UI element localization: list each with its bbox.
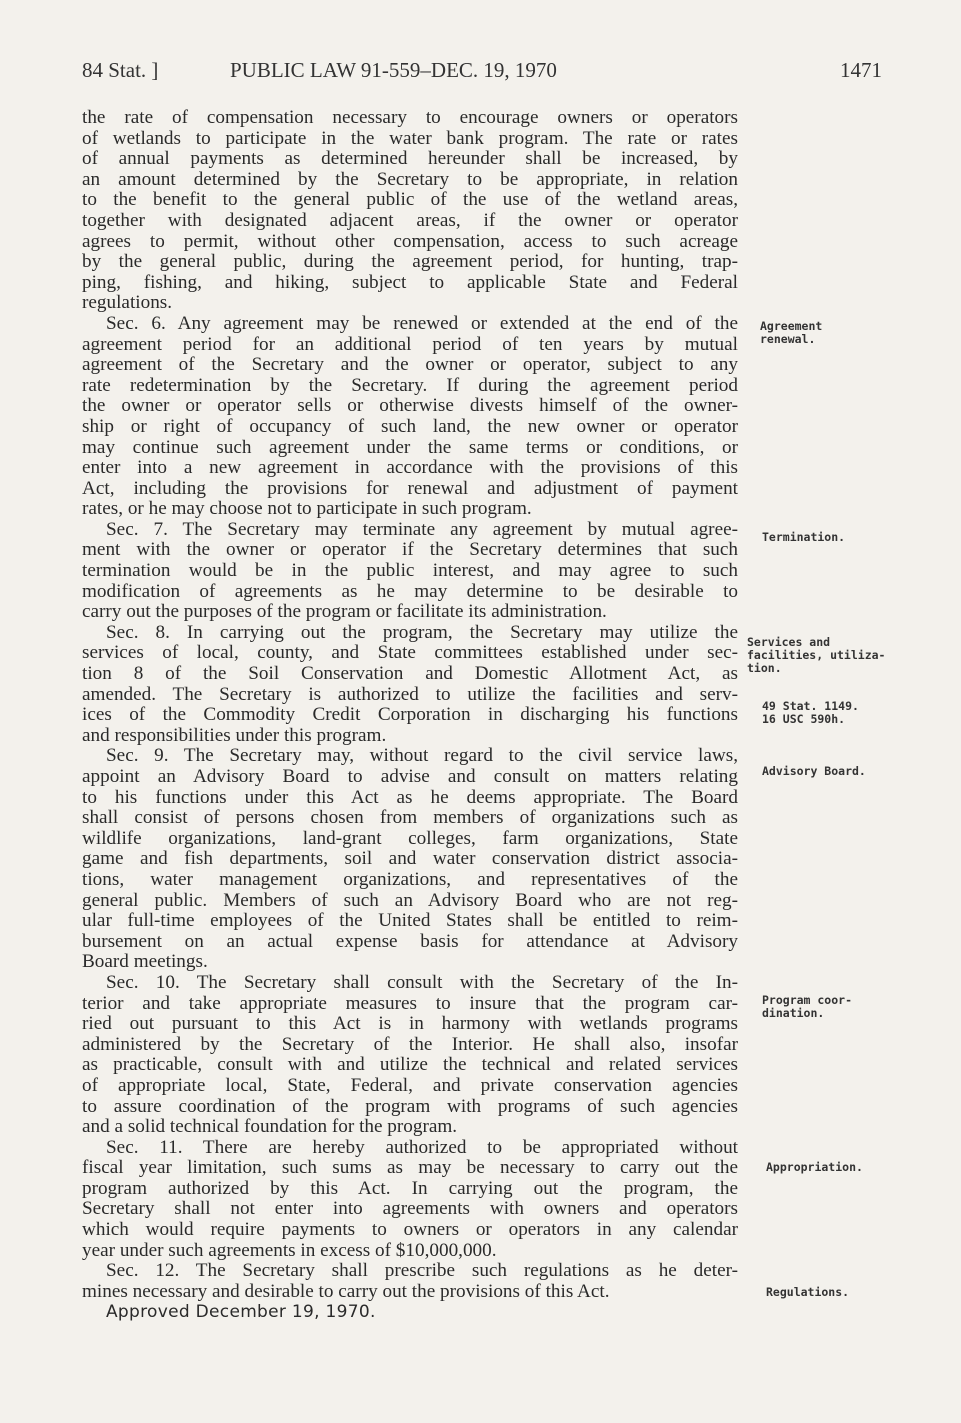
text-line: together with designated adjacent areas, if the owner or operator xyxy=(82,209,738,231)
section-paragraph xyxy=(82,314,738,520)
public-law-title: PUBLIC LAW 91-559–DEC. 19, 1970 xyxy=(230,58,557,82)
text-line: Act, including the provisions for renewal and adjustment of payment xyxy=(82,477,738,499)
text-line: ried out pursuant to this Act is in harmony with wetlands programs xyxy=(82,1013,738,1035)
text-line: amended. The Secretary is authorized to utilize the facilities and serv- xyxy=(82,683,738,705)
section-paragraph xyxy=(82,1261,738,1302)
section-paragraph xyxy=(82,623,738,747)
text-line: general public. Members of such an Advisory Board who are not reg- xyxy=(82,889,738,911)
text-line: appoint an Advisory Board to advise and consult on matters relating xyxy=(82,766,738,787)
section-paragraph xyxy=(82,520,738,623)
text-line: mines necessary and desirable to carry out the provisions of this Act. xyxy=(82,1280,610,1302)
law-text-body xyxy=(82,108,738,1323)
approval-date: Approved December 19, 1970. xyxy=(106,1302,376,1323)
text-line: the owner or operator sells or otherwise divests himself of the owner- xyxy=(82,395,738,417)
margin-note: Appropriation. xyxy=(766,1160,863,1174)
text-line: of appropriate local, State, Federal, and private conservation agencies xyxy=(82,1074,738,1096)
margin-note: Termination. xyxy=(762,530,846,544)
text-line: agreement period for an additional period of ten years by mutual xyxy=(82,333,738,355)
text-line: Sec. 10. The Secretary shall consult with the Secretary of the In- xyxy=(106,971,738,993)
text-line: rates, or he may choose not to participate in such program. xyxy=(82,498,532,520)
text-line: shall consist of persons chosen from members of organizations such as xyxy=(82,807,738,829)
text-line: to the benefit to the general public of the use of the wetland areas, xyxy=(82,189,738,211)
text-line: agreement of the Secretary and the owner or operator, subject to any xyxy=(82,354,738,376)
text-line: tion 8 of the Soil Conservation and Domestic Allotment Act, as xyxy=(82,663,738,685)
text-line: ment with the owner or operator if the Secretary determines that such xyxy=(82,539,738,561)
section-paragraph xyxy=(82,746,738,973)
text-line: Board meetings. xyxy=(82,951,208,973)
text-line: and responsibilities under this program. xyxy=(82,724,387,746)
text-line: services of local, county, and State committees established under sec- xyxy=(82,642,738,664)
text-line: agrees to permit, without other compensation, access to such acreage xyxy=(82,230,738,252)
text-line: enter into a new agreement in accordance with the provisions of this xyxy=(82,457,738,479)
text-line: which would require payments to owners or operators in any calendar xyxy=(82,1219,738,1241)
text-line: ular full-time employees of the United States shall be entitled to reim- xyxy=(82,910,738,932)
text-line: tions, water management organizations, and representatives of the xyxy=(82,868,738,890)
text-line: modification of agreements as he may determine to be desirable to xyxy=(82,580,738,602)
margin-note: Advisory Board. xyxy=(762,764,866,778)
text-line: rate redetermination by the Secretary. If during the agreement period xyxy=(82,374,738,396)
text-line: Sec. 8. In carrying out the program, the Secretary may utilize the xyxy=(106,621,738,643)
text-line: to his functions under this Act as he deems appropriate. The Board xyxy=(82,786,738,808)
text-line: bursement on an actual expense basis for attendance at Advisory xyxy=(82,930,738,952)
text-line: Sec. 6. Any agreement may be renewed or extended at the end of the xyxy=(106,312,738,334)
text-line: wildlife organizations, land-grant colleges, farm organizations, State xyxy=(82,827,738,849)
text-line: Sec. 7. The Secretary may terminate any agreement by mutual agree- xyxy=(106,518,738,540)
margin-note: Agreement renewal. xyxy=(760,319,823,346)
margin-note: Regulations. xyxy=(766,1285,850,1299)
text-line: of annual payments as determined hereunder shall be increased, by xyxy=(82,148,738,170)
section-paragraph xyxy=(82,108,738,314)
section-paragraph xyxy=(82,1138,738,1262)
text-line: regulations. xyxy=(82,292,173,314)
page-number: 1471 xyxy=(840,58,882,82)
text-line: ship or right of occupancy of such land, the new owner or operator xyxy=(82,415,738,437)
text-line: terior and take appropriate measures to insure that the program car- xyxy=(82,992,738,1014)
margin-note: Program coor- dination. xyxy=(762,993,853,1020)
section-paragraph xyxy=(82,973,738,1138)
text-line: Sec. 11. There are hereby authorized to be appropriated without xyxy=(106,1136,738,1158)
margin-note: Services and facilities, utiliza- tion. xyxy=(747,635,886,675)
text-line: ices of the Commodity Credit Corporation in discharging his functions xyxy=(82,704,738,726)
text-line: Secretary shall not enter into agreements with owners and operators xyxy=(82,1198,738,1220)
text-line: as practicable, consult with and utilize the technical and related services xyxy=(82,1054,738,1076)
margin-note: 49 Stat. 1149. 16 USC 590h. xyxy=(762,699,859,726)
text-line: may continue such agreement under the same terms or conditions, or xyxy=(82,436,738,458)
text-line: the rate of compensation necessary to encourage owners or operators xyxy=(82,107,738,128)
text-line: ping, fishing, and hiking, subject to applicable State and Federal xyxy=(82,271,738,293)
text-line: carry out the purposes of the program or facilitate its administration. xyxy=(82,601,607,623)
text-line: and a solid technical foundation for the program. xyxy=(82,1116,458,1138)
text-line: Sec. 9. The Secretary may, without regard to the civil service laws, xyxy=(106,745,738,767)
text-line: program authorized by this Act. In carrying out the program, the xyxy=(82,1177,738,1199)
text-line: to assure coordination of the program with programs of such agencies xyxy=(82,1095,738,1117)
text-line: fiscal year limitation, such sums as may be necessary to carry out the xyxy=(82,1157,738,1179)
text-line: an amount determined by the Secretary to be appropriate, in relation xyxy=(82,168,738,190)
running-header xyxy=(82,58,882,84)
text-line: game and fish departments, soil and water conservation district associa- xyxy=(82,848,738,870)
text-line: Sec. 12. The Secretary shall prescribe such regulations as he deter- xyxy=(106,1260,738,1282)
text-line: year under such agreements in excess of $10,000,000. xyxy=(82,1239,497,1261)
statute-volume: 84 Stat. ] xyxy=(82,58,159,82)
text-line: by the general public, during the agreement period, for hunting, trap- xyxy=(82,251,738,273)
text-line: of wetlands to participate in the water bank program. The rate or rates xyxy=(82,127,738,149)
text-line: administered by the Secretary of the Interior. He shall also, insofar xyxy=(82,1033,738,1055)
text-line: termination would be in the public interest, and may agree to such xyxy=(82,560,738,582)
